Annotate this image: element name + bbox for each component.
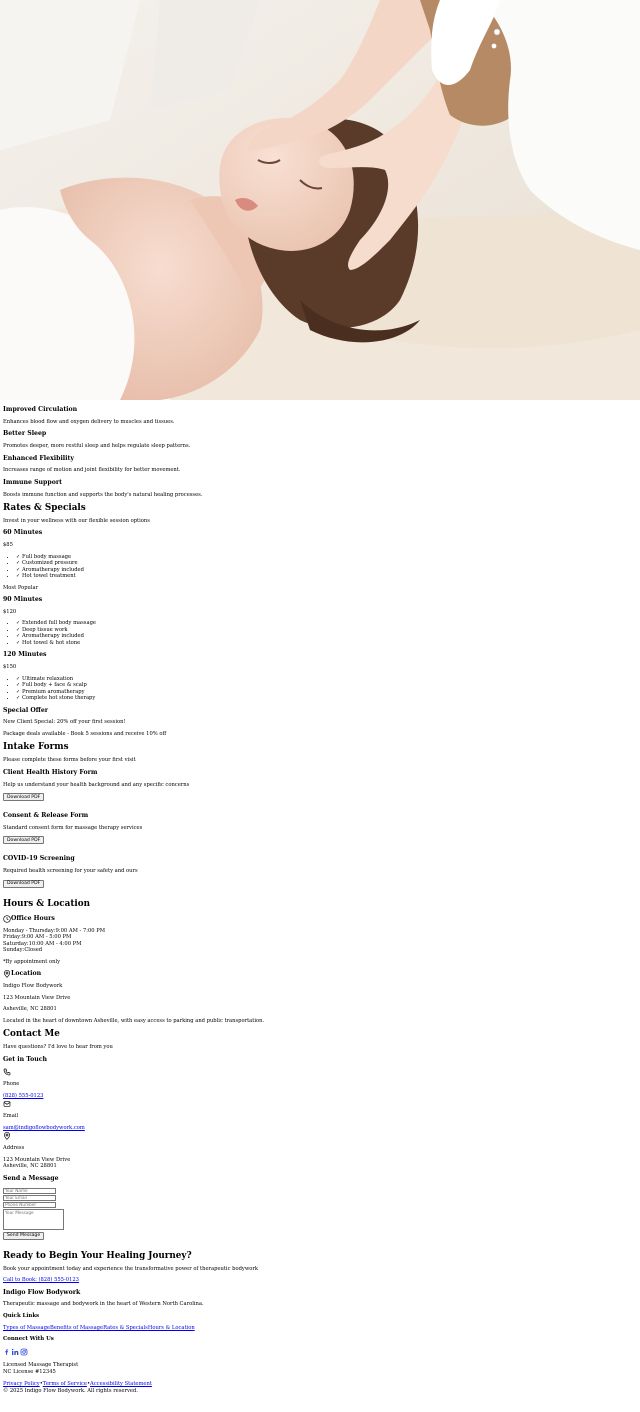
feature-item: • ✓ Aromatherapy included	[16, 633, 637, 640]
hero-image	[0, 0, 640, 400]
facebook-icon	[3, 1348, 10, 1356]
footer-tagline: Therapeutic massage and bodywork in the heart of Western North Carolina.	[3, 1301, 204, 1308]
form-desc: Required health screening for your safety and ours	[3, 868, 138, 875]
download-pdf-button[interactable]: Download PDF	[3, 880, 44, 888]
benefit-desc: Increases range of motion and joint flexibility for better movement.	[3, 467, 181, 474]
rates-subtitle: Invest in your wellness with our flexible session options	[3, 517, 150, 524]
call-to-book-link[interactable]: Call to Book: (828) 555-0123	[3, 1277, 79, 1284]
quick-link-rates[interactable]: Rates & Specials	[103, 1324, 148, 1331]
hours-line: Sunday:Closed	[3, 947, 43, 954]
rate-price: $150	[3, 664, 17, 671]
contact-form	[3, 1188, 637, 1246]
get-in-touch-title: Get in Touch	[3, 1055, 48, 1063]
quick-links	[3, 1325, 637, 1332]
email-input[interactable]	[3, 1195, 56, 1201]
email-label: Email	[3, 1113, 19, 1120]
feature-item: • ✓ Extended full body massage	[16, 620, 637, 627]
rates-section	[3, 503, 637, 737]
feature-item: • ✓ Customized pressure	[16, 560, 637, 567]
cta-heading: Ready to Begin Your Healing Journey?	[3, 1250, 192, 1261]
office-hours-label: Office Hours	[11, 914, 55, 922]
privacy-policy-link[interactable]: Privacy Policy	[3, 1381, 40, 1388]
feature-item: • ✓ Hot towel treatment	[16, 573, 637, 580]
special-line: Package deals available - Book 5 sessions and receive 10% off	[3, 730, 167, 737]
rate-title: 60 Minutes	[3, 529, 43, 537]
feature-item: • ✓ Aromatherapy included	[16, 567, 637, 574]
rate-price: $85	[3, 542, 13, 549]
business-name: Indigo Flow Bodywork	[3, 983, 63, 990]
feature-item: • ✓ Full body + face & scalp	[16, 682, 637, 689]
send-message-title: Send a Message	[3, 1174, 59, 1182]
rate-card	[3, 529, 637, 579]
hours-line: Friday:9:00 AM - 5:00 PM	[3, 934, 72, 941]
linkedin-icon	[11, 1348, 19, 1356]
location-note: Located in the heart of downtown Asheville, with easy access to parking and public transportation.	[3, 1017, 265, 1024]
linkedin-link[interactable]	[11, 1348, 19, 1359]
cta-subtitle: Book your appointment today and experience the transformative power of therapeutic bodywork	[3, 1265, 259, 1272]
rate-features	[3, 554, 637, 580]
license-number: NC License #12345	[3, 1368, 56, 1375]
name-input[interactable]	[3, 1188, 56, 1194]
form-title: Consent & Release Form	[3, 812, 89, 820]
separator: •	[86, 1381, 91, 1388]
benefit-desc: Boosts immune function and supports the body's natural healing processes.	[3, 491, 203, 498]
hours-line: Saturday:10:00 AM - 4:00 PM	[3, 940, 82, 947]
address-line: 123 Mountain View Drive	[3, 1156, 71, 1163]
terms-link[interactable]: Terms of Service	[42, 1381, 87, 1388]
contact-heading: Contact Me	[3, 1029, 60, 1040]
feature-item: • ✓ Ultimate relaxation	[16, 676, 637, 683]
benefit-title: Improved Circulation	[3, 406, 78, 413]
social-links	[3, 1348, 637, 1359]
facebook-link[interactable]	[3, 1348, 10, 1359]
special-offer	[3, 707, 637, 738]
rate-card	[3, 651, 637, 701]
rate-price: $120	[3, 608, 17, 615]
feature-item: • ✓ Full body massage	[16, 554, 637, 561]
feature-item: • ✓ Deep tissue work	[16, 627, 637, 634]
rate-title: 90 Minutes	[3, 596, 43, 604]
benefit-title: Better Sleep	[3, 430, 47, 438]
appointment-note: *By appointment only	[3, 958, 61, 965]
phone-link[interactable]: (828) 555-0123	[3, 1092, 44, 1099]
address-label: Address	[3, 1145, 25, 1152]
rate-title: 120 Minutes	[3, 651, 47, 659]
copyright: © 2025 Indigo Flow Bodywork. All rights reserved.	[3, 1387, 138, 1394]
location-title	[3, 970, 637, 978]
quick-link-types[interactable]: Types of Massage	[3, 1324, 50, 1331]
feature-item: • ✓ Premium aromatherapy	[16, 689, 637, 696]
hours-line: Monday - Thursday:9:00 AM - 7:00 PM	[3, 927, 106, 934]
map-pin-icon	[3, 970, 11, 978]
form-desc: Standard consent form for massage therapy services	[3, 824, 143, 831]
address-line: Asheville, NC 28801	[3, 1163, 57, 1170]
contact-section	[3, 1029, 637, 1245]
hero-illustration	[0, 0, 640, 400]
quick-link-benefits[interactable]: Benefits of Massage	[50, 1324, 104, 1331]
download-pdf-button[interactable]: Download PDF	[3, 836, 44, 844]
email-link[interactable]: sam@indigoflowbodywork.com	[3, 1124, 85, 1131]
form-title: Client Health History Form	[3, 768, 98, 776]
intake-heading: Intake Forms	[3, 742, 69, 753]
accessibility-link[interactable]: Accessibility Statement	[90, 1381, 152, 1388]
rate-card	[3, 585, 637, 647]
phone-input[interactable]	[3, 1202, 56, 1208]
map-pin-icon	[3, 1132, 11, 1140]
download-pdf-button[interactable]: Download PDF	[3, 793, 44, 801]
instagram-icon	[20, 1348, 28, 1356]
cta-section	[3, 1251, 637, 1284]
contact-subtitle: Have questions? I'd love to hear from you	[3, 1044, 113, 1051]
separator: •	[39, 1381, 43, 1388]
office-hours-title	[3, 915, 637, 923]
main-content	[0, 400, 640, 1394]
footer-brand: Indigo Flow Bodywork	[3, 1288, 81, 1296]
form-title: COVID-19 Screening	[3, 855, 75, 863]
benefits-section	[3, 400, 637, 498]
benefit-desc: Promotes deeper, more restful sleep and helps regulate sleep patterns.	[3, 443, 191, 449]
feature-item: • ✓ Complete hot stone therapy	[16, 695, 637, 702]
instagram-link[interactable]	[20, 1348, 28, 1359]
popular-badge: Most Popular	[3, 584, 39, 591]
benefit-title: Immune Support	[3, 478, 62, 486]
phone-label: Phone	[3, 1081, 20, 1088]
location-label: Location	[11, 970, 42, 978]
phone-icon	[3, 1068, 11, 1076]
special-title: Special Offer	[3, 706, 49, 714]
benefit-title: Enhanced Flexibility	[3, 454, 74, 462]
quick-links-title: Quick Links	[3, 1312, 40, 1319]
license-line: Licensed Massage Therapist	[3, 1362, 79, 1369]
street-address: 123 Mountain View Drive	[3, 994, 71, 1001]
rate-features	[3, 620, 637, 646]
footer	[3, 1289, 637, 1395]
hours-section	[3, 899, 637, 1024]
clock-icon	[3, 915, 11, 923]
quick-link-hours[interactable]: Hours & Location	[147, 1324, 195, 1331]
connect-title: Connect With Us	[3, 1336, 54, 1343]
rates-heading: Rates & Specials	[3, 503, 86, 513]
hours-heading: Hours & Location	[3, 898, 91, 909]
feature-item: • ✓ Hot towel & hot stone	[16, 640, 637, 647]
benefit-desc: Enhances blood flow and oxygen delivery to muscles and tissues.	[3, 418, 175, 425]
intake-section	[3, 742, 637, 893]
intake-subtitle: Please complete these forms before your first visit	[3, 757, 136, 764]
message-textarea[interactable]	[3, 1209, 64, 1230]
special-line: New Client Special: 20% off your first session!	[3, 719, 126, 726]
form-desc: Help us understand your health background and any specific concerns	[3, 781, 190, 788]
city-address: Asheville, NC 28801	[3, 1006, 57, 1013]
mail-icon	[3, 1100, 11, 1108]
rate-features	[3, 676, 637, 702]
hours-list	[3, 928, 637, 954]
send-message-button[interactable]: Send Message	[3, 1232, 44, 1240]
